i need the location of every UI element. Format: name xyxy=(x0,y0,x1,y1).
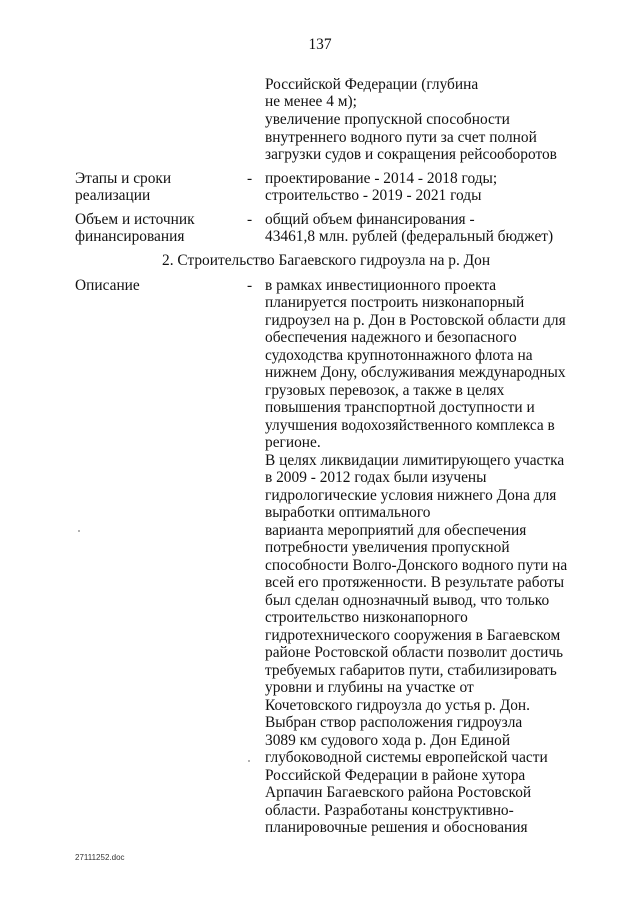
description-line: Арпачин Багаевского района Ростовской xyxy=(265,784,532,801)
description-line: нижнем Дону, обслуживания международных xyxy=(265,364,566,381)
scan-speck xyxy=(248,760,250,762)
stages-value: проектирование - 2014 - 2018 годы; xyxy=(265,170,498,187)
description-line: гидротехнического сооружения в Багаевском xyxy=(265,627,561,644)
description-line: регионе. xyxy=(265,434,321,451)
intro-line: не менее 4 м); xyxy=(265,93,357,110)
description-label: Описание xyxy=(75,277,140,294)
intro-line: увеличение пропускной способности xyxy=(265,111,510,128)
intro-line: Российской Федерации (глубина xyxy=(265,76,479,93)
description-line: планируется построить низконапорный xyxy=(265,294,525,311)
description-line: глубоководной системы европейской части xyxy=(265,749,548,766)
intro-line: загрузки судов и сокращения рейсооборотов xyxy=(265,146,557,163)
page-number: 137 xyxy=(308,36,332,53)
description-line: Кочетовского гидроузла до устья р. Дон. xyxy=(265,697,531,714)
funding-label: Объем и источник xyxy=(75,211,195,228)
section-heading: 2. Строительство Багаевского гидроузла на р. Дон xyxy=(162,252,491,269)
description-line: области. Разработаны конструктивно- xyxy=(265,802,514,819)
description-line: грузовых перевозок, а также в целях xyxy=(265,382,505,399)
description-line: в 2009 - 2012 годах были изучены xyxy=(265,469,487,486)
description-line: районе Ростовской области позволит достичь xyxy=(265,644,564,661)
description-line: судоходства крупнотоннажного флота на xyxy=(265,347,533,364)
funding-label: финансирования xyxy=(75,228,185,245)
funding-value: общий объем финансирования - xyxy=(265,211,475,228)
description-line: всей его протяженности. В результате работы xyxy=(265,574,565,591)
description-line: 3089 км судового хода р. Дон Единой xyxy=(265,732,511,749)
stages-value: строительство - 2019 - 2021 годы xyxy=(265,187,482,204)
description-line: требуемых габаритов пути, стабилизировать xyxy=(265,662,557,679)
description-line: улучшения водохозяйственного комплекса в xyxy=(265,417,555,434)
description-line: в рамках инвестиционного проекта xyxy=(265,277,497,294)
description-line: уровни и глубины на участке от xyxy=(265,679,474,696)
funding-value: 43461,8 млн. рублей (федеральный бюджет) xyxy=(265,228,554,245)
description-line: В целях ликвидации лимитирующего участка xyxy=(265,452,565,469)
description-line: Выбран створ расположения гидроузла xyxy=(265,714,523,731)
description-line: был сделан однозначный вывод, что только xyxy=(265,592,550,609)
funding-dash: - xyxy=(247,211,253,228)
stages-label: реализации xyxy=(75,187,151,204)
description-line: способности Волго-Донского водного пути на xyxy=(265,557,568,574)
description-dash: - xyxy=(247,277,253,294)
footer-filename: 27111252.doc xyxy=(75,853,125,862)
description-line: обеспечения надежного и безопасного xyxy=(265,329,517,346)
stages-label: Этапы и сроки xyxy=(75,170,172,187)
description-line: Российской Федерации в районе хутора xyxy=(265,767,526,784)
description-line: гидрологические условия нижнего Дона для xyxy=(265,487,557,504)
description-line: планировочные решения и обоснования xyxy=(265,819,528,836)
description-line: гидроузел на р. Дон в Ростовской области для xyxy=(265,312,566,329)
description-line: варианта мероприятий для обеспечения xyxy=(265,522,527,539)
intro-line: внутреннего водного пути за счет полной xyxy=(265,129,537,146)
description-line: потребности увеличения пропускной xyxy=(265,539,510,556)
scan-speck xyxy=(78,530,80,532)
stages-dash: - xyxy=(247,170,253,187)
description-line: строительство низконапорного xyxy=(265,609,468,626)
description-line: выработки оптимального xyxy=(265,504,431,521)
description-line: повышения транспортной доступности и xyxy=(265,399,535,416)
